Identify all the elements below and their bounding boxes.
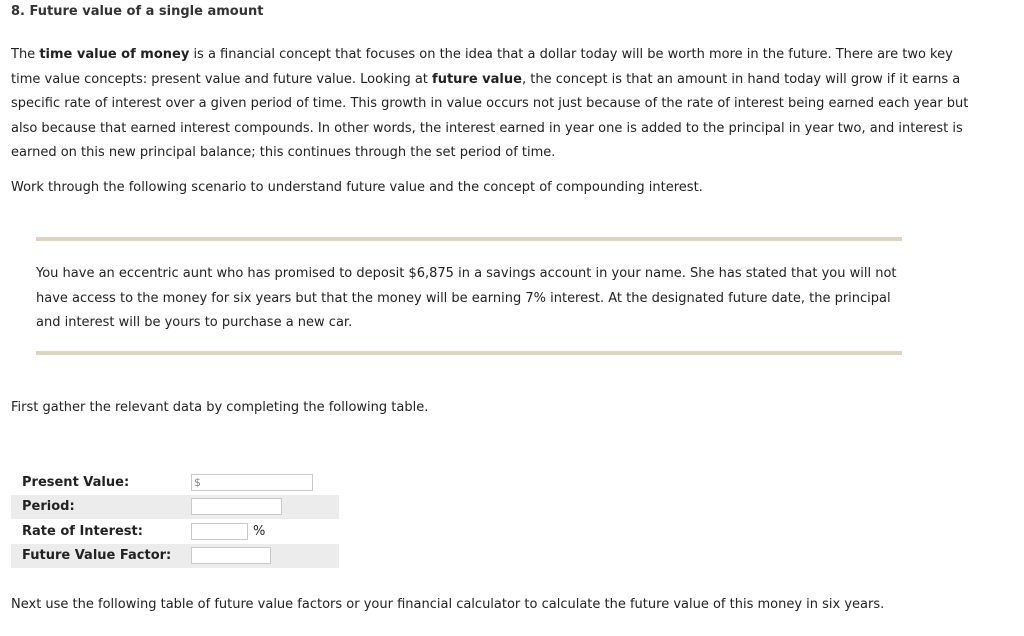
period-cell — [180, 495, 339, 520]
table-row — [11, 495, 339, 520]
period-input[interactable] — [191, 498, 282, 515]
scenario-paragraph: You have an eccentric aunt who has promised to deposit $6,875 in a savings account in your name. She has stated that you will not have access to the money for six years but that the money will be earning 7% interest. At the designated future date, the principal and interest will be yours to purchase a new car. — [36, 266, 897, 330]
rate-of-interest-label: Rate of Interest: — [22, 523, 143, 539]
intro-bold-1: time value of money — [39, 47, 190, 62]
present-value-input[interactable] — [191, 474, 313, 491]
table-row — [11, 470, 339, 495]
next-step-text: Next use the following table of future value factors or your financial calculator to calculate the future value of this money in six years. — [11, 597, 885, 612]
scenario-top-divider — [36, 237, 902, 241]
intro-text-3: , the concept is that an amount in hand today will grow if it earns a specific rate of interest over a given period of time. This growth in value occurs not just because of the rate of interest being earned each year but also because that earned interest compounds. In other words, the interest earned in year one is added to the principal in year two, and interest is earned on this new principal balance; this continues through the set period of time. — [11, 71, 969, 160]
table-row — [11, 519, 339, 544]
data-table — [11, 470, 339, 568]
rate-cell — [180, 519, 339, 544]
future-value-factor-label: Future Value Factor: — [22, 548, 172, 564]
intro-paragraph — [11, 43, 971, 166]
intro-text-1: The — [11, 47, 40, 62]
intro-text-2: is a financial concept that focuses on the idea that a dollar today will be worth more in the future. There are two key time value concepts: present value and future value. Looking at — [11, 47, 953, 87]
work-through-text: Work through the following scenario to understand future value and the concept of compounding interest. — [11, 180, 703, 195]
dollar-prefix: $ — [194, 475, 201, 489]
scenario-bottom-divider — [36, 351, 902, 355]
present-value-label: Present Value: — [22, 474, 130, 490]
rate-of-interest-input[interactable] — [191, 523, 248, 540]
question-title: 8. Future value of a single amount — [11, 4, 264, 19]
percent-unit: % — [253, 523, 266, 539]
gather-data-text: First gather the relevant data by completing the following table. — [11, 400, 429, 415]
intro-bold-2: future value — [432, 71, 522, 87]
period-label: Period: — [22, 499, 75, 515]
present-value-cell — [180, 470, 339, 495]
fv-factor-cell — [180, 544, 339, 569]
future-value-factor-input[interactable] — [191, 547, 271, 564]
table-row — [11, 544, 339, 569]
